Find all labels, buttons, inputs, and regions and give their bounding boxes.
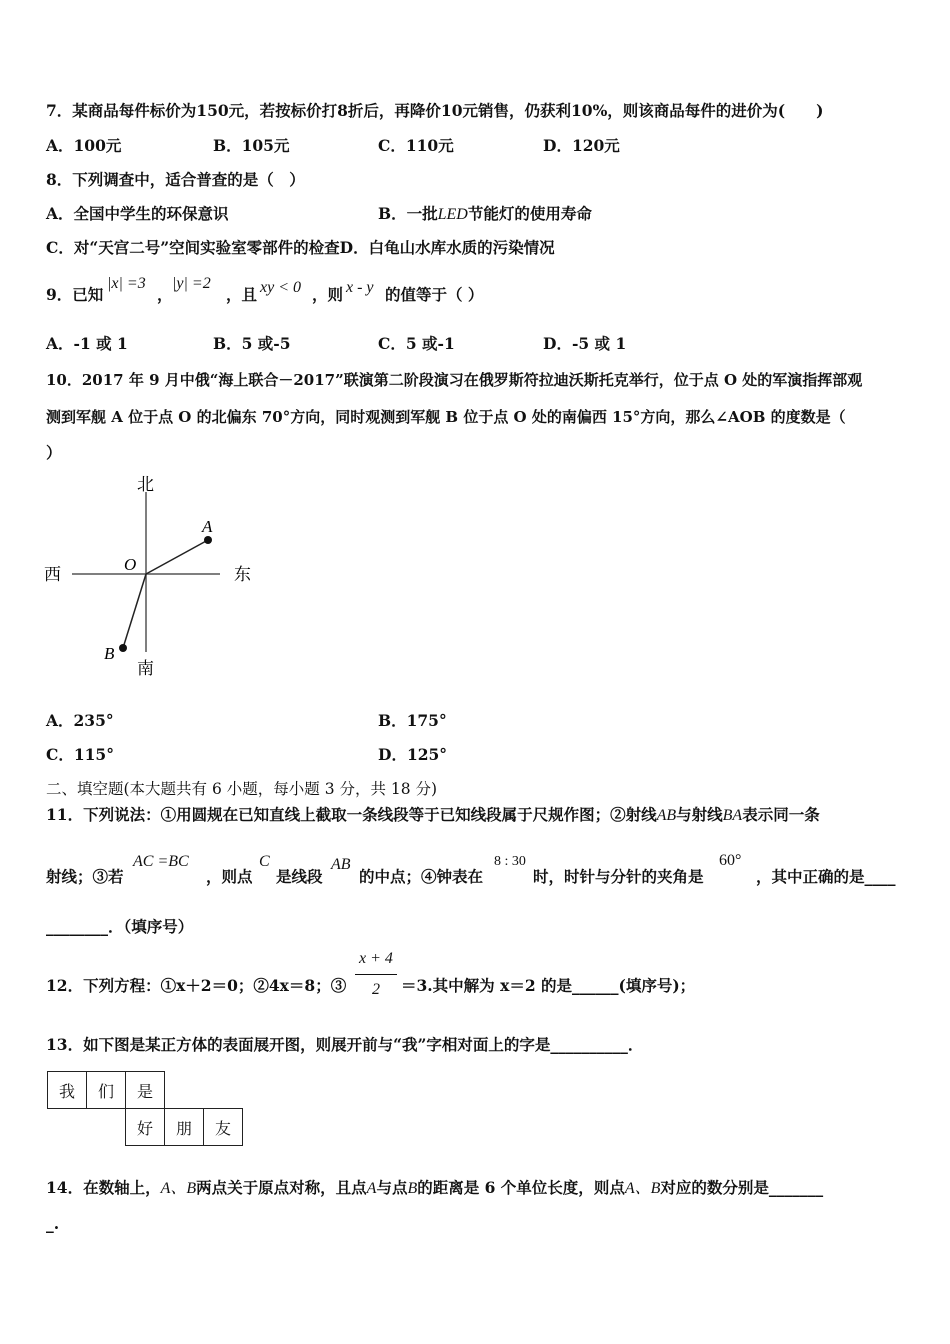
cube-empty-cell [48,1109,87,1146]
label-east: 东 [234,565,251,585]
cube-face: 们 [87,1072,126,1109]
q7-option-b: B．105元 [213,136,290,155]
q14-line2: _. [46,1214,60,1233]
q9-sep1: ， [157,285,173,304]
q9-suffix: 的值等于（ ） [385,285,484,304]
q8-option-cd: C．对“天宫二号”空间实验室零部件的检查D．白龟山水库水质的污染情况 [46,238,555,257]
q9-option-d: D．-5 或 1 [543,334,627,353]
q11-line1-suffix: 表示同一条 [742,805,820,824]
q11-and-ray: 与射线 [676,805,723,824]
q14-prefix: 14．在数轴上， [46,1178,161,1197]
q14-mid1: 两点关于原点对称，且点 [196,1178,367,1197]
q14-mid3: 的距离是 6 个单位长度，则点 [417,1178,625,1197]
q14-point-b: B [407,1180,418,1197]
q10-option-d: D．125° [378,745,448,764]
ray-ob [123,574,146,648]
q12-suffix: ＝3.其中解为 x＝2 的是______(填序号)； [401,976,696,995]
q11-line1 [46,805,820,826]
q12-denominator: 2 [371,981,380,998]
cube-net-row-1 [48,1072,243,1109]
cube-face: 是 [126,1072,165,1109]
section-2-heading: 二、填空题(本大题共有 6 小题，每小题 3 分，共 18 分) [46,780,438,798]
cube-net [47,1071,243,1146]
ray-oa [146,540,208,574]
q11-time: 8 : 30 [494,854,526,869]
q14-points-ab-2: A、B [624,1180,661,1197]
q11-when: 时，时针与分针的夹角是 [533,867,704,886]
q8-stem: 8．下列调查中，适合普查的是（ ） [46,170,305,189]
q9-abs-x: |x| =3 [107,275,146,292]
q11-is-segment: 是线段 [276,867,323,886]
label-b: B [104,644,115,663]
cube-net-row-2 [48,1109,243,1146]
q9-then: ，则 [312,285,344,304]
cube-face: 朋 [165,1109,204,1146]
q11-line3: ________．（填序号） [46,917,194,936]
q9-and: ，且 [226,285,258,304]
q7-option-a: A．100元 [46,136,122,155]
q7-option-d: D．120元 [543,136,620,155]
q10-line1: 10．2017 年 9 月中俄“海上联合－2017”联演第二阶段演习在俄罗斯符拉迪沃斯托克举行，位于点 O 处的军演指挥部观 [46,371,863,389]
q14-point-a: A [366,1180,377,1197]
q12-numerator: x + 4 [355,950,397,975]
cube-empty-cell [165,1072,204,1109]
compass-diagram [40,470,270,685]
q11-then-point: ，则点 [206,867,253,886]
q9-option-c: C．5 或-1 [378,334,455,353]
q8-option-b-suffix: 节能灯的使用寿命 [467,204,592,223]
point-a [204,536,212,544]
q9-abs-y: |y| =2 [172,275,211,292]
q11-line1-prefix: 11．下列说法：①用圆规在已知直线上截取一条线段等于已知线段属于尺规作图；②射线 [46,805,657,824]
cube-empty-cell [87,1109,126,1146]
q10-option-c: C．115° [46,745,114,764]
q11-ray: 射线；③若 [46,867,124,886]
label-west: 西 [44,565,61,585]
q14-mid2: 与点 [376,1178,408,1197]
q10-option-b: B．175° [378,711,447,730]
point-b [119,644,127,652]
q11-point-c: C [259,853,270,870]
q7-stem: 7．某商品每件标价为150元，若按标价打8折后，再降价10元销售，仍获利10%，则该商品每件的进价为( ) [46,101,824,120]
cube-face: 好 [126,1109,165,1146]
q11-ray-ab: AB [656,807,677,824]
q13-stem: 13．如下图是某正方体的表面展开图，则展开前与“我”字相对面上的字是__________． [46,1035,644,1054]
q8-option-b [378,204,592,225]
q9-condition: xy < 0 [260,279,301,296]
q11-ac-bc: AC =BC [133,853,189,870]
q10-line2: 测到军舰 A 位于点 O 的北偏东 70°方向，同时观测到军舰 B 位于点 O 处的南偏西 15°方向，那么∠AOB 的度数是（ [46,408,846,426]
q11-midpoint: 的中点；④钟表在 [359,867,484,886]
label-a: A [202,517,213,536]
q7-option-c: C．110元 [378,136,454,155]
q9-option-b: B．5 或-5 [213,334,291,353]
q11-segment-ab: AB [331,856,351,873]
cube-empty-cell [204,1072,243,1109]
cube-face: 友 [204,1109,243,1146]
label-north: 北 [137,475,154,495]
q11-ray-ba: BA [722,807,743,824]
q11-tail: ，其中正确的是____ [756,867,896,886]
q10-line3: ） [46,443,62,462]
q8-option-b-prefix: B．一批 [378,204,438,223]
q14-points-ab: A、B [160,1180,197,1197]
q9-option-a: A．-1 或 1 [46,334,128,353]
q10-option-a: A．235° [46,711,114,730]
q9-prefix: 9．已知 [46,285,104,304]
q11-angle: 60° [719,852,742,869]
q14-suffix: 对应的数分别是_______ [660,1178,824,1197]
q12-fraction [355,950,397,999]
q8-option-a: A．全国中学生的环保意识 [46,204,229,223]
q8-led-symbol: LED [437,206,468,223]
label-south: 南 [137,659,154,679]
q14-line1 [46,1178,823,1199]
label-o: O [124,555,137,574]
q9-expr: x - y [346,279,374,296]
cube-face: 我 [48,1072,87,1109]
q12-prefix: 12．下列方程：①x＋2＝0；②4x＝8；③ [46,976,347,995]
